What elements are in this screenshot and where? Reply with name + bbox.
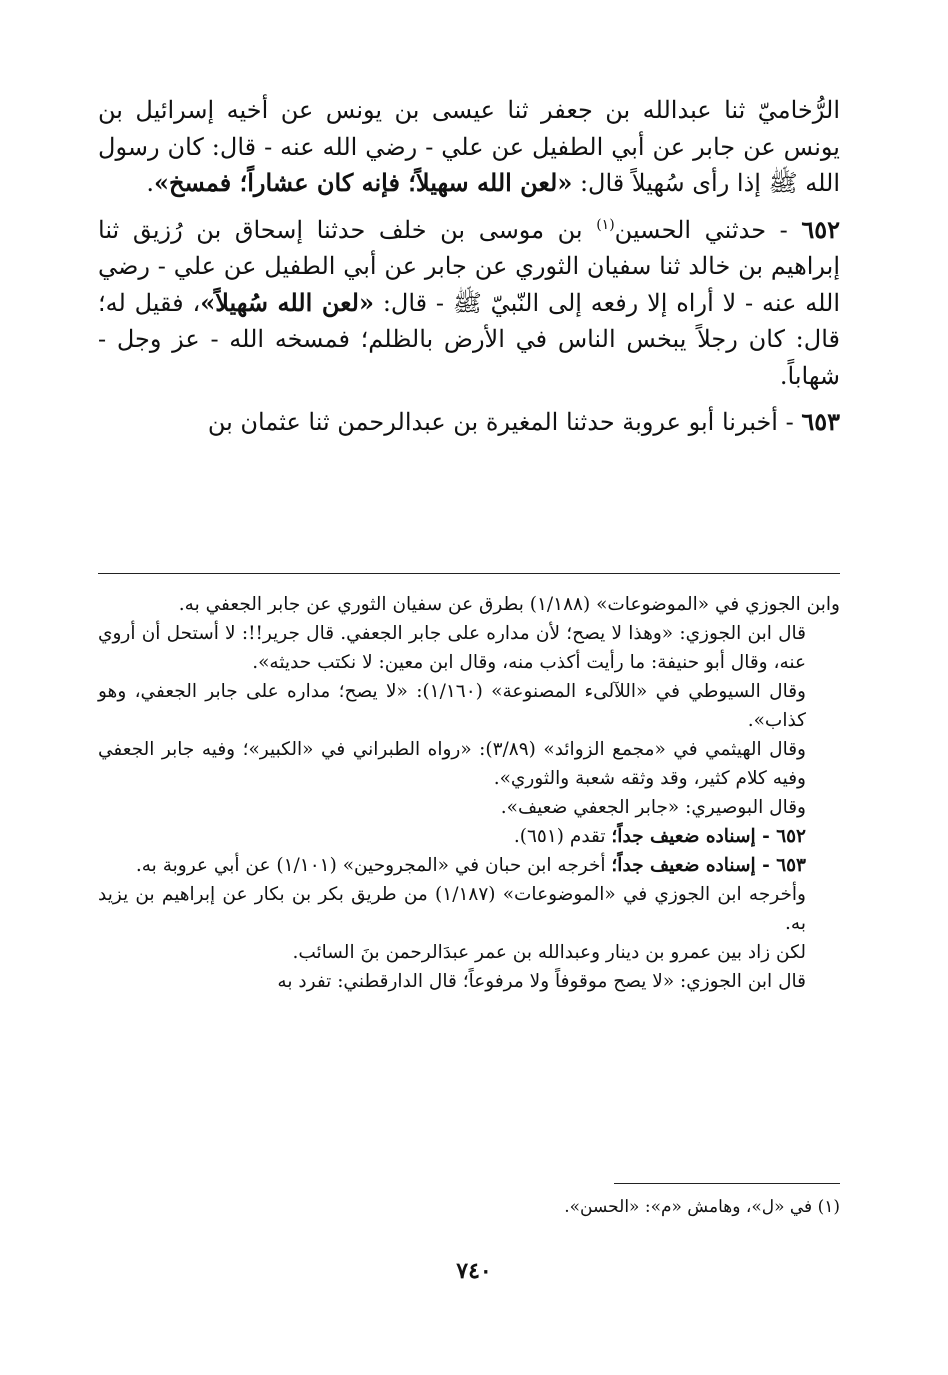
main-text xyxy=(98,92,840,451)
text-run: أخرجه ابن حبان في «المجروحين» (١/١٠١) عن أبي عروبة به. xyxy=(135,855,612,876)
text-run: تقدم (٦٥١). xyxy=(513,826,612,847)
page-number: ٧٤٠ xyxy=(456,1258,492,1284)
note-heading: ٦٥٣ - إسناده ضعيف جداً؛ xyxy=(611,855,806,876)
text-run: بن موسى بن خلف حدثنا إسحاق بن رُزيق ثنا إبراهيم بن خالد ثنا سفيان الثوري عن جابر عن أبي الطفيل عن علي - رضي الله عنه - لا أراه إلا رفعه إلى النّبيّ ﷺ - قال: xyxy=(98,215,841,317)
footnote-separator xyxy=(614,1183,840,1184)
text-run: الرُّخاميّ ثنا عبدالله بن جعفر ثنا عيسى بن يونس عن أخيه إسرائيل بن يونس عن جابر عن أبي الطفيل عن علي - رضي الله عنه - قال: كان رسول الله ﷺ إذا رأى سُهيلاً قال: xyxy=(98,96,840,197)
note-line: وأخرجه ابن الجوزي في «الموضوعات» (١/١٨٧) من طريق بكر بن بكار عن إبراهيم بن يزيد به. xyxy=(98,884,806,934)
note-line xyxy=(98,822,840,851)
footnote: (١) في «ل»، وهامش «م»: «الحسن». xyxy=(564,1197,840,1217)
note-line: لكن زاد بين عمرو بن دينار وعبدالله بن عمر عبدَالرحمن بنَ السائب. xyxy=(292,942,806,963)
separator-line xyxy=(98,573,840,574)
paragraph-653 xyxy=(98,404,840,441)
note-line: قال ابن الجوزي: «لا يصح موقوفاً ولا مرفوعاً؛ قال الدارقطني: تفرد به xyxy=(277,971,806,992)
note-line xyxy=(98,851,840,880)
text-run: - حدثني الحسين xyxy=(614,215,802,244)
footnote-ref[interactable]: (١) xyxy=(596,216,615,233)
paragraph-651-continuation xyxy=(98,92,840,202)
hadith-number: ٦٥٣ xyxy=(801,407,840,436)
hadith-number: ٦٥٢ xyxy=(801,214,840,244)
text-run: - أخبرنا أبو عروبة حدثنا المغيرة بن عبدالرحمن ثنا عثمان بن xyxy=(207,408,802,436)
hadith-quote: «لعن الله سهيلاً؛ فإنه كان عشاراً؛ فمسخ» xyxy=(154,168,573,197)
note-line: وقال السيوطي في «اللآلىء المصنوعة» (١/١٦٠): «لا يصح؛ مداره على جابر الجعفي، وهو كذاب». xyxy=(98,681,806,731)
note-line: وقال البوصيري: «جابر الجعفي ضعيف». xyxy=(500,797,806,818)
commentary-notes xyxy=(98,590,840,996)
note-line: قال ابن الجوزي: «وهذا لا يصح؛ لأن مداره على جابر الجعفي. قال جرير!!: لا أستحل أن أروي عنه، وقال أبو حنيفة: ما رأيت أكذب منه، وقال ابن معين: لا نكتب حديثه». xyxy=(98,623,806,673)
hadith-quote: «لعن الله سُهيلاً» xyxy=(200,287,374,317)
note-heading: ٦٥٢ - إسناده ضعيف جداً؛ xyxy=(611,826,806,847)
note-line: وقال الهيثمي في «مجمع الزوائد» (٣/٨٩): «رواه الطبراني في «الكبير»؛ وفيه جابر الجعفي وفيه كلام كثير، وقد وثقه شعبة والثوري». xyxy=(98,739,806,789)
paragraph-652 xyxy=(98,212,840,395)
text-run: ، فقيل له؛ قال: كان رجلاً يبخس الناس في الأرض بالظلم؛ فمسخه الله - عز وجل - شهاباً. xyxy=(98,288,840,390)
text-run: . xyxy=(146,169,154,197)
note-line: وابن الجوزي في «الموضوعات» (١/١٨٨) بطرق عن سفيان الثوري عن جابر الجعفي به. xyxy=(178,594,840,615)
